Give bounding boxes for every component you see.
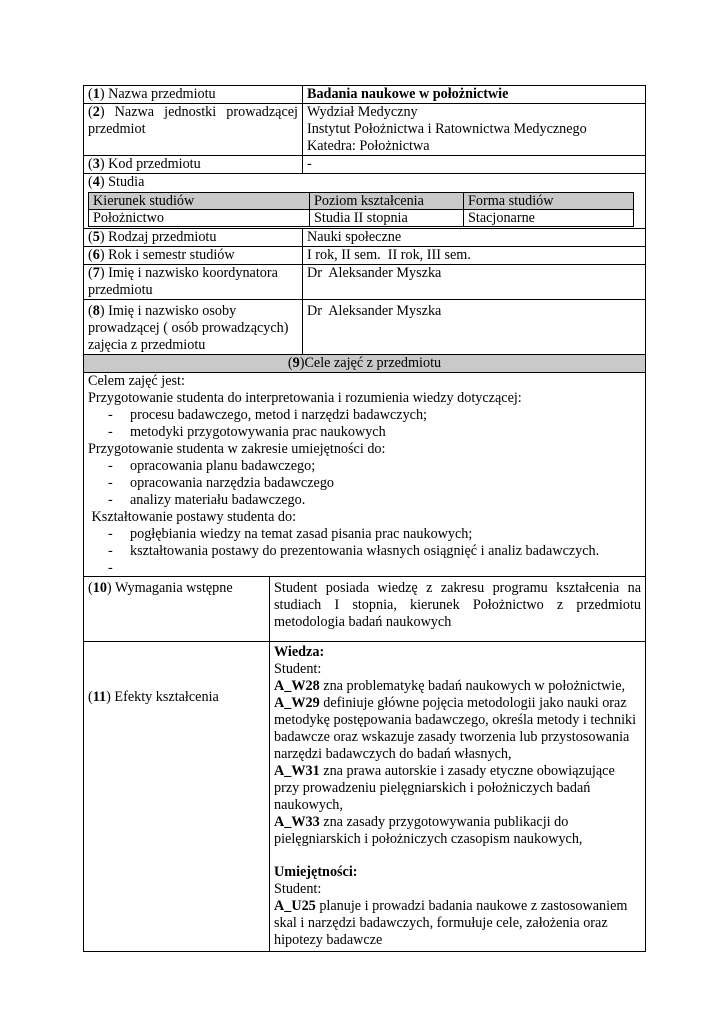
- knowledge-list: [88, 407, 641, 441]
- list-item: - metodyki przygotowywania prac naukowych: [88, 424, 641, 441]
- value-coordinator: Dr Aleksander Myszka: [303, 265, 646, 300]
- outcome-w33: A_W33 zna zasady przygotowywania publikacji do pielęgniarskich i położniczych czasopism naukowych,: [274, 814, 583, 847]
- studies-header: Forma studiów: [464, 193, 634, 210]
- row-learning-outcomes: [84, 642, 646, 952]
- studies-header-row: [89, 193, 634, 210]
- row-course-type: [84, 229, 646, 247]
- unit-line: Katedra: Położnictwa: [307, 138, 430, 154]
- list-item: [88, 560, 641, 576]
- outcome-w29: A_W29 definiuje główne pojęcia metodologii jako nauki oraz metodykę postępowania badawczego, określa metody i techniki badawcze oraz wskazuje zasady tworzenia lub przystosowania narzędzi badawczych do badań własnych,: [274, 695, 637, 762]
- label-course-name: (1) Nazwa przedmiotu: [84, 86, 303, 104]
- value-course-code: -: [303, 156, 646, 174]
- value-learning-outcomes: [270, 642, 646, 952]
- studies-value: Stacjonarne: [464, 210, 634, 227]
- row-course-name: [84, 86, 646, 104]
- skills-student: Student:: [274, 881, 322, 897]
- value-course-name: Badania naukowe w położnictwie: [303, 86, 646, 104]
- label-prerequisites: (10) Wymagania wstępne: [84, 577, 270, 642]
- studies-value: Położnictwo: [89, 210, 310, 227]
- outcome-u25: A_U25 planuje i prowadzi badania naukowe z zastosowaniem skal i narzędzi badawczych, formułuje cele, założenia oraz hipotezy badawcze: [274, 898, 628, 948]
- row-objectives-header: [84, 355, 646, 373]
- objectives-intro: Celem zajęć jest:: [88, 373, 185, 389]
- outcome-w31: A_W31 zna prawa autorskie i zasady etyczne obowiązujące przy prowadzeniu pielęgniarskich i położniczych badań naukowych,: [274, 763, 615, 813]
- attitudes-list: [88, 526, 641, 576]
- label-course-type: (5) Rodzaj przedmiotu: [84, 229, 303, 247]
- list-item: - analizy materiału badawczego.: [88, 492, 641, 509]
- studies-header: Kierunek studiów: [89, 193, 310, 210]
- objectives-group-skills: Przygotowanie studenta w zakresie umiejętności do:: [88, 441, 386, 457]
- studies-cell: [84, 174, 646, 229]
- list-item: - opracowania narzędzia badawczego: [88, 475, 641, 492]
- studies-value-row: [89, 210, 634, 227]
- objectives-group-knowledge: Przygotowanie studenta do interpretowania i rozumienia wiedzy dotyczącej:: [88, 390, 522, 406]
- spacer: [274, 848, 641, 864]
- row-coordinator: [84, 265, 646, 300]
- syllabus-table: [83, 85, 646, 577]
- objectives-content: [84, 373, 646, 577]
- unit-line: Instytut Położnictwa i Ratownictwa Medycznego: [307, 121, 587, 137]
- label-year-semester: (6) Rok i semestr studiów: [84, 247, 303, 265]
- value-year-semester: I rok, II sem. II rok, III sem.: [303, 247, 646, 265]
- label-learning-outcomes: (11) Efekty kształcenia: [84, 642, 270, 952]
- row-objectives: [84, 373, 646, 577]
- outcome-w28: A_W28 zna problematykę badań naukowych w położnictwie,: [274, 678, 626, 694]
- row-year-semester: [84, 247, 646, 265]
- value-prerequisites: Student posiada wiedzę z zakresu programu kształcenia na studiach I stopnia, kierunek Położnictwo z przedmiotu metodologia badań naukowych: [270, 577, 646, 642]
- value-instructor: Dr Aleksander Myszka: [303, 300, 646, 355]
- label-coordinator: (7) Imię i nazwisko koordynatora przedmiotu: [84, 265, 303, 300]
- row-prerequisites: [84, 577, 646, 642]
- value-unit: [303, 104, 646, 156]
- list-item: - pogłębiania wiedzy na temat zasad pisania prac naukowych;: [88, 526, 641, 543]
- unit-line: Wydział Medyczny: [307, 104, 418, 120]
- list-item: - procesu badawczego, metod i narzędzi badawczych;: [88, 407, 641, 424]
- course-syllabus: [83, 85, 645, 952]
- objectives-header: (9)Cele zajęć z przedmiotu: [84, 355, 646, 373]
- skills-heading: Umiejętności:: [274, 864, 358, 880]
- studies-value: Studia II stopnia: [310, 210, 464, 227]
- row-instructor: [84, 300, 646, 355]
- label-studies: (4) Studia: [88, 174, 145, 190]
- label-course-code: (3) Kod przedmiotu: [84, 156, 303, 174]
- label-instructor: (8) Imię i nazwisko osoby prowadzącej ( osób prowadzących) zajęcia z przedmiotu: [84, 300, 303, 355]
- list-item: - kształtowania postawy do prezentowania własnych osiągnięć i analiz badawczych.: [88, 543, 641, 560]
- knowledge-heading: Wiedza:: [274, 644, 325, 660]
- syllabus-table-lower: [83, 576, 646, 952]
- value-course-type: Nauki społeczne: [303, 229, 646, 247]
- objectives-group-attitudes: Kształtowanie postawy studenta do:: [88, 509, 297, 525]
- studies-header: Poziom kształcenia: [310, 193, 464, 210]
- studies-table: [88, 192, 634, 227]
- knowledge-student: Student:: [274, 661, 322, 677]
- label-unit: (2) Nazwa jednostki prowadzącej przedmiot: [84, 104, 303, 156]
- row-course-code: [84, 156, 646, 174]
- skills-list: [88, 458, 641, 509]
- row-unit: [84, 104, 646, 156]
- list-item: - opracowania planu badawczego;: [88, 458, 641, 475]
- row-studies: [84, 174, 646, 229]
